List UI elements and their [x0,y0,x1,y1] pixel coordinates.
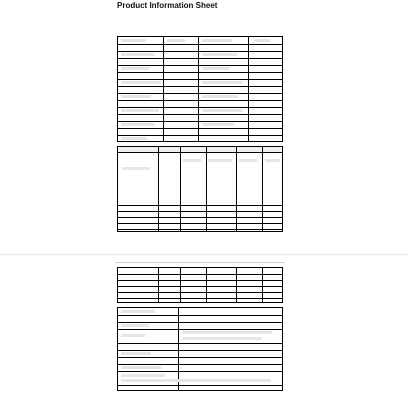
header-line-2 [117,18,207,22]
compartment-values-table [117,267,283,303]
page-separator [0,254,408,255]
document-page-2 [115,262,285,408]
header-line-3 [117,23,257,27]
document-title: Product Information Sheet [117,1,218,10]
header-line-4 [117,29,187,33]
light-source-table [117,307,283,391]
compartment-parameters-table [117,146,283,232]
appliance-specs-table [117,36,283,142]
document-page-1 [115,0,285,245]
header-line-1 [117,13,237,17]
